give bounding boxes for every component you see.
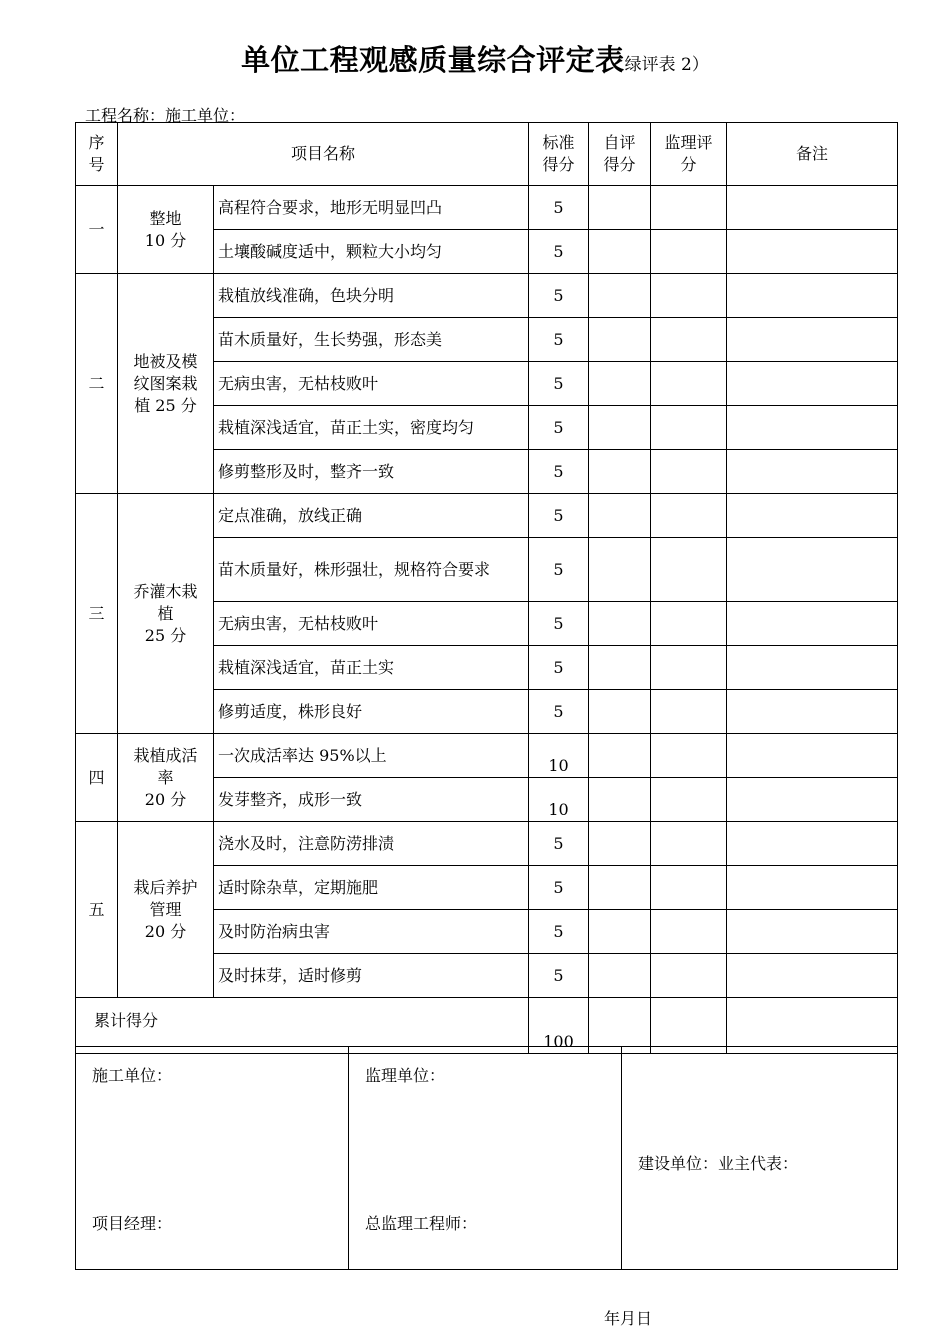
item-description: 苗木质量好，生长势强，形态美 bbox=[214, 318, 529, 362]
supervisor-score-cell[interactable] bbox=[651, 734, 727, 778]
standard-score: 10 bbox=[529, 778, 589, 822]
section-name-line: 20 分 bbox=[144, 789, 187, 809]
remark-cell[interactable] bbox=[727, 494, 898, 538]
supervisor-score-cell[interactable] bbox=[651, 778, 727, 822]
self-score-cell[interactable] bbox=[589, 822, 651, 866]
self-score-cell[interactable] bbox=[589, 734, 651, 778]
remark-cell[interactable] bbox=[727, 778, 898, 822]
item-description: 一次成活率达 95%以上 bbox=[214, 734, 529, 778]
remark-cell[interactable] bbox=[727, 734, 898, 778]
standard-score: 5 bbox=[529, 274, 589, 318]
section-name-line: 25 分 bbox=[144, 625, 187, 645]
chief-supervisor-label: 总监理工程师： bbox=[365, 1214, 478, 1233]
table-row bbox=[76, 734, 898, 778]
sign-owner-cell bbox=[622, 1047, 898, 1270]
table-row bbox=[76, 186, 898, 230]
section-name bbox=[118, 274, 214, 494]
standard-score: 5 bbox=[529, 910, 589, 954]
section-number: 五 bbox=[76, 822, 118, 998]
header-seq: 序号 bbox=[76, 123, 118, 186]
item-description: 发芽整齐，成形一致 bbox=[214, 778, 529, 822]
section-name-line: 栽植成活 bbox=[133, 745, 198, 765]
supervisor-score-cell[interactable] bbox=[651, 318, 727, 362]
supervisor-score-cell[interactable] bbox=[651, 362, 727, 406]
supervisor-score-cell[interactable] bbox=[651, 450, 727, 494]
section-number: 二 bbox=[76, 274, 118, 494]
section-name-line: 地被及模 bbox=[133, 351, 198, 371]
item-description: 无病虫害，无枯枝败叶 bbox=[214, 362, 529, 406]
remark-cell[interactable] bbox=[727, 646, 898, 690]
table-row bbox=[76, 822, 898, 866]
item-description: 土壤酸碱度适中，颗粒大小均匀 bbox=[214, 230, 529, 274]
remark-cell[interactable] bbox=[727, 230, 898, 274]
standard-score: 5 bbox=[529, 406, 589, 450]
self-score-cell[interactable] bbox=[589, 450, 651, 494]
date-line: 年月日 bbox=[604, 1309, 653, 1328]
remark-cell[interactable] bbox=[727, 690, 898, 734]
construction-unit-label: 施工单位： bbox=[92, 1066, 173, 1085]
remark-cell[interactable] bbox=[727, 362, 898, 406]
section-name-line: 率 bbox=[157, 767, 174, 787]
sign-construction-cell bbox=[76, 1047, 349, 1270]
supervisor-score-cell[interactable] bbox=[651, 230, 727, 274]
self-score-cell[interactable] bbox=[589, 910, 651, 954]
section-number: 三 bbox=[76, 494, 118, 734]
self-score-cell[interactable] bbox=[589, 538, 651, 602]
section-name bbox=[118, 734, 214, 822]
supervisor-score-cell[interactable] bbox=[651, 910, 727, 954]
title-main: 单位工程观感质量综合评定表 bbox=[241, 43, 625, 77]
supervisor-score-cell[interactable] bbox=[651, 866, 727, 910]
remark-cell[interactable] bbox=[727, 450, 898, 494]
item-description: 定点准确，放线正确 bbox=[214, 494, 529, 538]
self-score-cell[interactable] bbox=[589, 362, 651, 406]
section-name-line: 纹图案栽 bbox=[133, 373, 198, 393]
item-description: 浇水及时，注意防涝排渍 bbox=[214, 822, 529, 866]
item-description: 栽植放线准确，色块分明 bbox=[214, 274, 529, 318]
self-score-cell[interactable] bbox=[589, 230, 651, 274]
section-name-line: 植 bbox=[157, 603, 174, 623]
remark-cell[interactable] bbox=[727, 954, 898, 998]
item-description: 及时防治病虫害 bbox=[214, 910, 529, 954]
header-item: 项目名称 bbox=[118, 123, 529, 186]
section-name-line: 整地 bbox=[149, 208, 182, 228]
standard-score: 5 bbox=[529, 318, 589, 362]
signature-table bbox=[75, 1046, 898, 1270]
standard-score: 5 bbox=[529, 822, 589, 866]
section-name bbox=[118, 186, 214, 274]
total-label: 累计得分 bbox=[76, 998, 529, 1054]
section-name bbox=[118, 494, 214, 734]
standard-score: 5 bbox=[529, 450, 589, 494]
self-score-cell[interactable] bbox=[589, 494, 651, 538]
remark-cell[interactable] bbox=[727, 866, 898, 910]
supervisor-score-cell[interactable] bbox=[651, 494, 727, 538]
remark-cell[interactable] bbox=[727, 910, 898, 954]
standard-score: 5 bbox=[529, 538, 589, 602]
section-name-line: 管理 bbox=[149, 899, 182, 919]
remark-cell[interactable] bbox=[727, 318, 898, 362]
page-title bbox=[0, 38, 950, 79]
supervisor-score-cell[interactable] bbox=[651, 186, 727, 230]
table-row bbox=[76, 494, 898, 538]
table-row bbox=[76, 274, 898, 318]
supervision-unit-label: 监理单位： bbox=[365, 1066, 446, 1085]
supervisor-score-cell[interactable] bbox=[651, 602, 727, 646]
total-score: 100 bbox=[529, 998, 589, 1054]
item-description: 及时抹芽，适时修剪 bbox=[214, 954, 529, 998]
project-manager-label: 项目经理： bbox=[92, 1214, 173, 1233]
standard-score: 5 bbox=[529, 690, 589, 734]
self-score-cell[interactable] bbox=[589, 318, 651, 362]
section-name-line: 20 分 bbox=[144, 921, 187, 941]
remark-cell[interactable] bbox=[727, 406, 898, 450]
self-score-cell[interactable] bbox=[589, 274, 651, 318]
standard-score: 5 bbox=[529, 230, 589, 274]
self-score-cell[interactable] bbox=[589, 602, 651, 646]
standard-score: 5 bbox=[529, 954, 589, 998]
item-description: 无病虫害，无枯枝败叶 bbox=[214, 602, 529, 646]
header-standard: 标准得分 bbox=[529, 123, 589, 186]
item-description: 高程符合要求，地形无明显凹凸 bbox=[214, 186, 529, 230]
section-name-line: 栽后养护 bbox=[133, 877, 198, 897]
score-table bbox=[75, 122, 898, 1054]
self-score-cell[interactable] bbox=[589, 186, 651, 230]
owner-label: 建设单位：业主代表： bbox=[638, 1154, 799, 1173]
remark-cell[interactable] bbox=[727, 538, 898, 602]
standard-score: 5 bbox=[529, 186, 589, 230]
remark-cell[interactable] bbox=[727, 186, 898, 230]
item-description: 栽植深浅适宜，苗正土实，密度均匀 bbox=[214, 406, 529, 450]
self-score-cell[interactable] bbox=[589, 954, 651, 998]
standard-score: 5 bbox=[529, 362, 589, 406]
item-description: 修剪整形及时，整齐一致 bbox=[214, 450, 529, 494]
project-info-line: 工程名称：施工单位： bbox=[85, 106, 246, 125]
supervisor-score-cell[interactable] bbox=[651, 274, 727, 318]
supervisor-score-cell[interactable] bbox=[651, 646, 727, 690]
supervisor-score-cell[interactable] bbox=[651, 406, 727, 450]
section-number: 一 bbox=[76, 186, 118, 274]
standard-score: 10 bbox=[529, 734, 589, 778]
supervisor-score-cell[interactable] bbox=[651, 690, 727, 734]
standard-score: 5 bbox=[529, 602, 589, 646]
sign-supervision-cell bbox=[349, 1047, 622, 1270]
remark-cell[interactable] bbox=[727, 822, 898, 866]
header-remark: 备注 bbox=[727, 123, 898, 186]
section-name-line: 乔灌木栽 bbox=[133, 581, 198, 601]
section-name-line: 10 分 bbox=[144, 230, 187, 250]
self-score-cell[interactable] bbox=[589, 778, 651, 822]
item-description: 栽植深浅适宜，苗正土实 bbox=[214, 646, 529, 690]
item-description: 适时除杂草，定期施肥 bbox=[214, 866, 529, 910]
self-score-cell[interactable] bbox=[589, 866, 651, 910]
remark-cell[interactable] bbox=[727, 602, 898, 646]
standard-score: 5 bbox=[529, 866, 589, 910]
header-self: 自评得分 bbox=[589, 123, 651, 186]
supervisor-score-cell[interactable] bbox=[651, 822, 727, 866]
standard-score: 5 bbox=[529, 646, 589, 690]
section-name-line: 植 25 分 bbox=[134, 395, 197, 415]
self-score-cell[interactable] bbox=[589, 690, 651, 734]
self-score-cell[interactable] bbox=[589, 406, 651, 450]
section-name bbox=[118, 822, 214, 998]
supervisor-score-cell[interactable] bbox=[651, 538, 727, 602]
self-score-cell[interactable] bbox=[589, 646, 651, 690]
title-suffix: 绿评表 2） bbox=[624, 55, 709, 75]
standard-score: 5 bbox=[529, 494, 589, 538]
section-number: 四 bbox=[76, 734, 118, 822]
header-supervisor: 监理评分 bbox=[651, 123, 727, 186]
remark-cell[interactable] bbox=[727, 274, 898, 318]
supervisor-score-cell[interactable] bbox=[651, 954, 727, 998]
item-description: 苗木质量好，株形强壮，规格符合要求 bbox=[214, 538, 529, 602]
header-row bbox=[76, 123, 898, 186]
item-description: 修剪适度，株形良好 bbox=[214, 690, 529, 734]
